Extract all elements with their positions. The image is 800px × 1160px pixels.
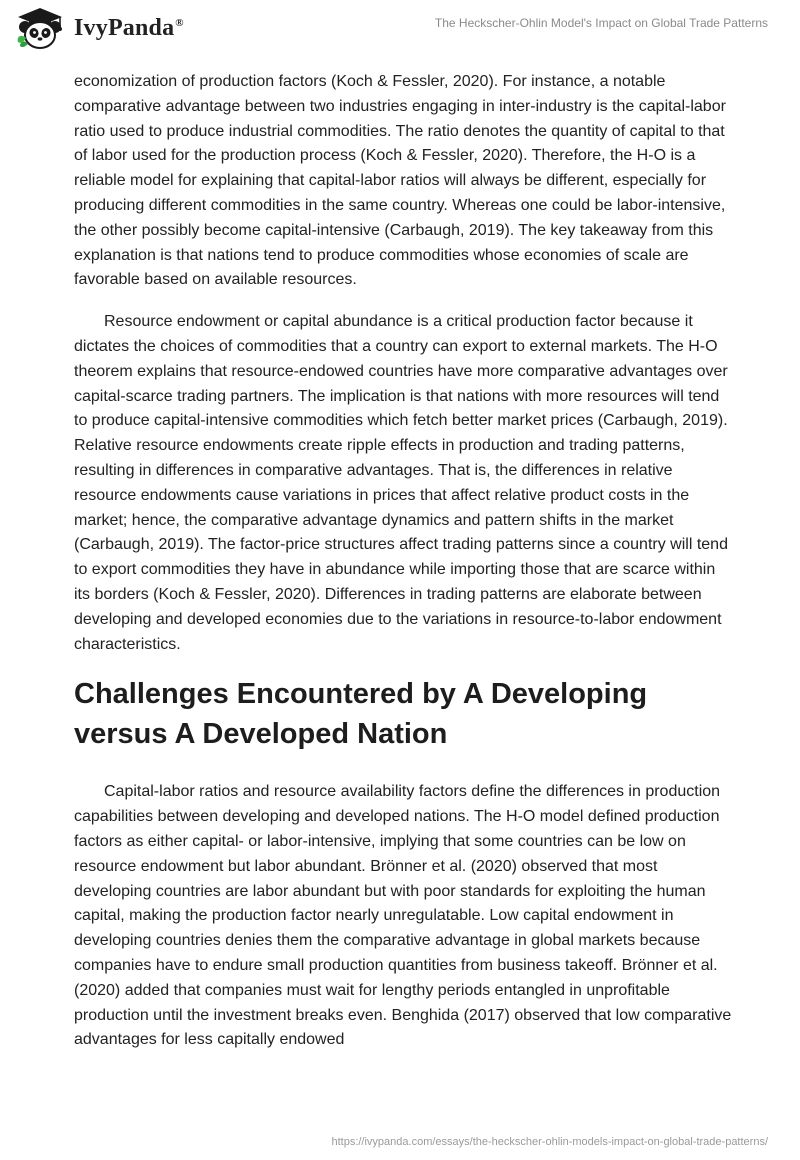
- panda-graduation-cap-icon: [14, 6, 66, 50]
- page-header: [0, 0, 800, 60]
- paragraph-capital-labor: Capital-labor ratios and resource availability factors define the differences in production capabilities between developing and developed nations. The H-O model defined production factors as either capital- or labor-intensive, implying that some countries can be low on resource endowment but labor abundant. Brönner et al. (2020) observed that most developing countries are labor abundant but with poor standards for exploiting the human capital, making the production factor nearly unregulatable. Low capital endowment in developing countries denies them the comparative advantage in global markets because companies have to endure small production quantities from business takeoff. Brönner et al. (2020) added that companies must wait for lengthy periods entangled in unprofitable production until the investment breaks even. Benghida (2017) observed that low comparative advantages for less capitally endowed: [74, 783, 732, 1049]
- essay-content: [74, 70, 734, 1070]
- brand-name: IvyPanda®: [74, 14, 184, 41]
- registered-mark: ®: [175, 16, 184, 29]
- paragraph-resource-endowment: Resource endowment or capital abundance is a critical production factor because it dictates the choices of commodities that a country can export to external markets. The H-O theorem explains that resource-endowed countries have more comparative advantages over capital-scarce trading partners. The implication is that nations with more resources will tend to produce capital-intensive commodities which fetch better market prices (Carbaugh, 2019). Relative resource endowments create ripple effects in production and trading patterns, resulting in differences in comparative advantages. That is, the differences in relative resource endowments cause variations in prices that affect relative product costs in the market; hence, the comparative advantage dynamics and pattern shifts in the market (Carbaugh, 2019). The factor-price structures affect trading patterns since a country will tend to export commodities they have in abundance while importing those that are scarce within its borders (Koch & Fessler, 2020). Differences in trading patterns are elaborate between developing and developed economies due to the variations in resource-to-labor endowment characteristics.: [74, 313, 728, 653]
- brand-logo[interactable]: [14, 6, 184, 50]
- document-title: The Heckscher-Ohlin Model's Impact on Global Trade Patterns: [434, 16, 768, 30]
- section-heading: Challenges Encountered by A Developing versus A Developed Nation: [74, 678, 648, 751]
- paragraph-continuation: economization of production factors (Koch & Fessler, 2020). For instance, a notable comparative advantage between two industries engaging in inter-industry is the capital-labor ratio used to produce industrial commodities. The ratio denotes the quantity of capital to that of labor used for the production process (Koch & Fessler, 2020). Therefore, the H-O is a reliable model for explaining that capital-labor ratios will always be different, especially for producing different commodities in the same country. Whereas one could be labor-intensive, the other possibly become capital-intensive (Carbaugh, 2019). The key takeaway from this explanation is that nations tend to produce commodities whose economies of scale are favorable based on available resources.: [74, 73, 726, 289]
- source-url[interactable]: https://ivypanda.com/essays/the-heckscher-ohlin-models-impact-on-global-trade-patterns/: [331, 1136, 768, 1148]
